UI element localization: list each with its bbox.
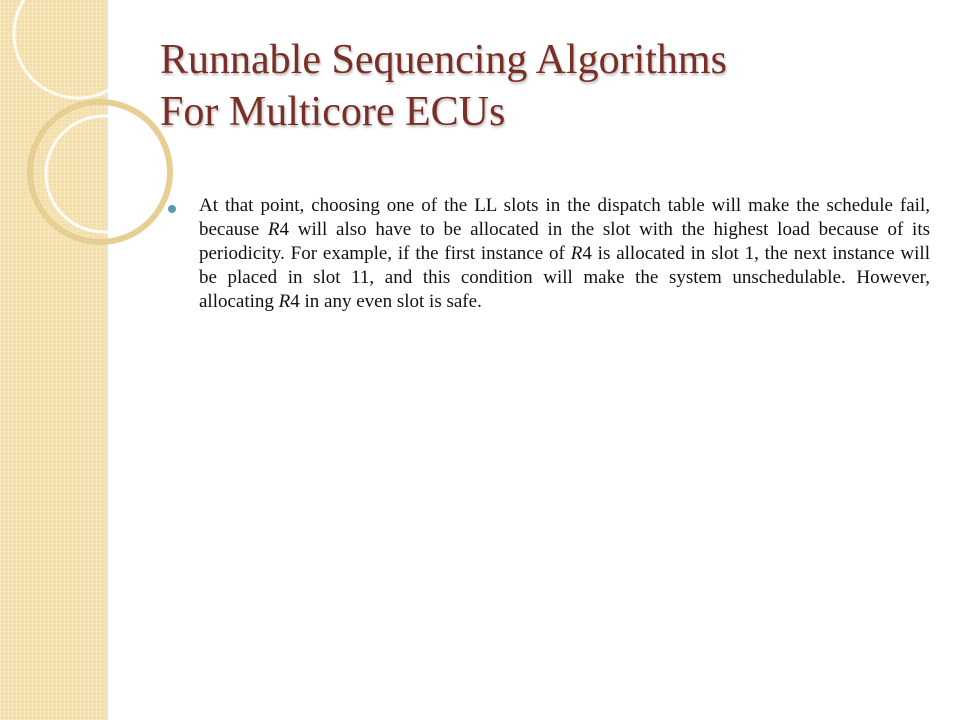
bullet-item: [160, 194, 930, 314]
title-line-1: Runnable Sequencing Algorithms: [160, 37, 727, 83]
bullet-variable: R: [570, 243, 583, 264]
bullet-dot-icon: [168, 205, 176, 213]
slide-title: [160, 34, 920, 138]
decor-ring-top: [14, 0, 142, 98]
title-line-2: For Multicore ECUs: [160, 89, 506, 135]
decor-ring-lower-inner: [46, 116, 162, 232]
slide-content: [160, 194, 930, 314]
bullet-text-segment: 4 is allocated in slot 1, the next instance will be placed in slot 11, and this condition will make the system unschedulable. However, allocating: [199, 243, 930, 312]
bullet-text-segment: 4 in any even slot is safe.: [290, 291, 482, 312]
decor-ring-lower: [30, 102, 170, 242]
bullet-text: [199, 194, 930, 314]
bullet-variable: R: [267, 219, 280, 240]
bullet-variable: R: [278, 291, 291, 312]
bullet-text-segment: 4 will also have to be allocated in the slot with the highest load because of its periodicity. For example, if the first instance of: [199, 219, 930, 264]
bullet-text-segment: At that point, choosing one of the LL slots in the dispatch table will make the schedule fail, because: [199, 195, 930, 240]
